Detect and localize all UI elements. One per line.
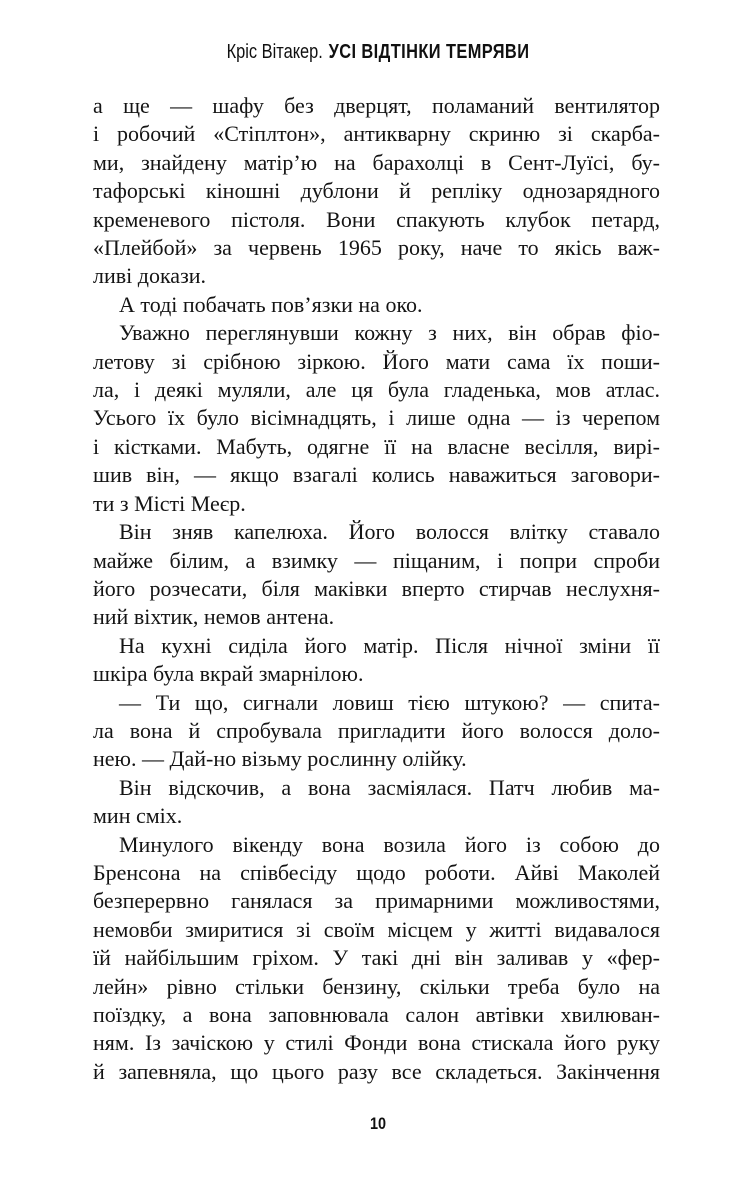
paragraph bbox=[93, 92, 660, 291]
text-line: шив він, — якщо взагалі колись наважиться заговори- bbox=[93, 462, 660, 488]
text-line: Уважно переглянувши кожну з них, він обрав фіо- bbox=[119, 320, 660, 346]
text-line: його розчесати, біля маківки вперто стирчав неслухня- bbox=[93, 575, 660, 601]
page-body bbox=[93, 92, 660, 1086]
page-number: 10 bbox=[369, 1114, 387, 1133]
paragraph bbox=[93, 632, 660, 689]
text-line: і робочий «Стіплтон», антикварну скриню зі скарба- bbox=[93, 121, 660, 147]
text-line: Усього їх було вісімнадцять, і лише одна — із черепом bbox=[93, 405, 660, 431]
paragraph bbox=[93, 774, 660, 831]
text-line: їй найбільшим гріхом. У такі дні він заливав у «фер- bbox=[93, 945, 660, 971]
text-line: тафорські кіношні дублони й репліку однозарядного bbox=[93, 178, 660, 204]
text-line: кременевого пістоля. Вони спакують клубок петард, bbox=[93, 206, 660, 232]
text-line: ми, знайдену матір’ю на барахолці в Сент-Луїсі, бу- bbox=[93, 149, 660, 175]
paragraph bbox=[93, 689, 660, 774]
text-line: А тоді побачать пов’язки на око. bbox=[119, 291, 423, 317]
text-line: а ще — шафу без дверцят, поламаний вентилятор bbox=[93, 93, 660, 118]
text-line: й запевняла, що цього разу все складеться. Закінчення bbox=[93, 1058, 660, 1084]
text-line: — Ти що, сигнали ловиш тією штукою? — спита- bbox=[119, 689, 660, 715]
running-head-author: Кріс Вітакер. bbox=[226, 41, 323, 63]
paragraph bbox=[93, 291, 660, 319]
text-line: немовби змиритися зі своїм місцем у житті видавалося bbox=[93, 916, 660, 942]
text-line: мин сміх. bbox=[93, 803, 183, 829]
text-line: шкіра була вкрай змарнілою. bbox=[93, 661, 364, 687]
text-line: Він зняв капелюха. Його волосся влітку ставало bbox=[119, 519, 660, 545]
running-head-title: УСІ ВІДТІНКИ ТЕМРЯВИ bbox=[328, 41, 530, 63]
text-line: ливі докази. bbox=[93, 263, 207, 289]
text-line: летову зі срібною зіркою. Його мати сама їх поши- bbox=[93, 348, 660, 374]
text-line: ний віхтик, немов антена. bbox=[93, 604, 335, 630]
text-line: Минулого вікенду вона возила його із собою до bbox=[119, 831, 660, 857]
text-line: лейн» рівно стільки бензину, скільки треба було на bbox=[93, 973, 660, 999]
paragraph bbox=[93, 319, 660, 518]
text-line: ла, і деякі муляли, але ця була гладенька, мов атлас. bbox=[93, 377, 660, 403]
text-line: «Плейбой» за червень 1965 року, наче то якісь важ- bbox=[93, 235, 660, 261]
text-line: нею. — Дай-но візьму рослинну олійку. bbox=[93, 746, 467, 772]
paragraph bbox=[93, 831, 660, 1087]
text-line: Бренсона на співбесіду щодо роботи. Айві Маколей bbox=[93, 859, 660, 885]
text-line: безперервно ганялася за примарними можливостями, bbox=[93, 888, 660, 914]
text-line: На кухні сиділа його матір. Після нічної зміни її bbox=[119, 632, 660, 658]
text-line: ням. Із зачіскою у стилі Фонди вона стискала його руку bbox=[93, 1030, 660, 1056]
text-line: ла вона й спробувала пригладити його волосся доло- bbox=[93, 717, 660, 743]
text-line: поїздку, а вона заповнювала салон автівки хвилюван- bbox=[93, 1002, 660, 1027]
text-line: майже білим, а взимку — піщаним, і попри спроби bbox=[93, 547, 660, 573]
paragraph bbox=[93, 518, 660, 632]
text-line: ти з Місті Меєр. bbox=[93, 490, 246, 516]
text-line: Він відскочив, а вона засміялася. Патч любив ма- bbox=[119, 774, 660, 800]
running-head bbox=[68, 41, 688, 64]
text-line: і кістками. Мабуть, одягне її на власне весілля, вирі- bbox=[93, 433, 660, 459]
